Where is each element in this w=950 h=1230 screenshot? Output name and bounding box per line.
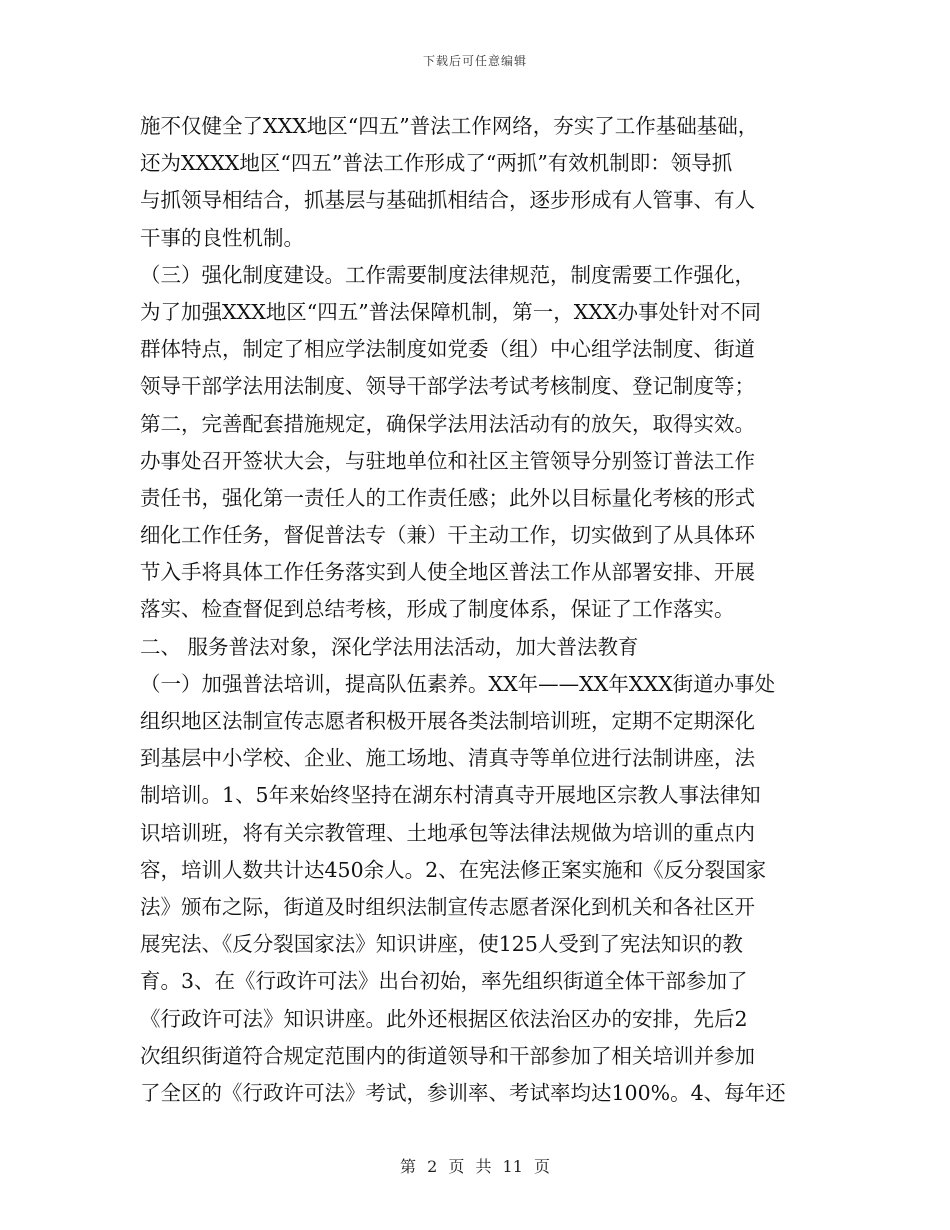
text-line: 次组织街道符合规定范围内的街道领导和干部参加了相关培训并参加 <box>140 1043 755 1068</box>
text-line: （一）加强普法培训，提高队伍素养。XX年——XX年XXX街道办事处 <box>140 671 776 696</box>
section-heading: 二、 服务普法对象，深化学法用法活动，加大普法教育 <box>140 634 639 659</box>
text-line: 了全区的《行政许可法》考试，参训率、考试率均达100%。4、每年还 <box>140 1080 786 1105</box>
text-line: 领导干部学法用法制度、领导干部学法考试考核制度、登记制度等； <box>140 374 755 399</box>
text-line: 到基层中小学校、企业、施工场地、清真寺等单位进行法制讲座，法 <box>140 746 755 771</box>
text-line: 法》颁布之际，街道及时组织法制宣传志愿者深化到机关和各社区开 <box>140 894 755 919</box>
text-line: 育。3、在《行政许可法》出台初始，率先组织街道全体干部参加了 <box>140 969 748 994</box>
text-line: 为了加强XXX地区“四五”普法保障机制，第一，XXX办事处针对不同 <box>140 299 762 324</box>
text-line: 群体特点，制定了相应学法制度如党委（组）中心组学法制度、街道 <box>140 337 755 362</box>
text-line: 还为XXXX地区“四五”普法工作形成了“两抓”有效机制即：领导抓 <box>140 151 733 176</box>
body-text <box>140 108 810 1112</box>
page-number-footer: 第 2 页 共 11 页 <box>400 1157 550 1176</box>
text-line: 《行政许可法》知识讲座。此外还根据区依法治区办的安排，先后2 <box>140 1006 748 1031</box>
text-line: 施不仅健全了XXX地区“四五”普法工作网络，夯实了工作基础基础， <box>140 114 759 138</box>
text-line: （三）强化制度建设。工作需要制度法律规范，制度需要工作强化， <box>140 262 755 287</box>
text-line: 制培训。1、5年来始终坚持在湖东村清真寺开展地区宗教人事法律知 <box>140 783 761 808</box>
text-line: 组织地区法制宣传志愿者积极开展各类法制培训班，定期不定期深化 <box>140 709 755 733</box>
text-line: 容，培训人数共计达450余人。2、在宪法修正案实施和《反分裂国家 <box>140 857 767 882</box>
text-line: 展宪法、《反分裂国家法》知识讲座，使125人受到了宪法知识的教 <box>140 932 743 957</box>
text-line: 办事处召开签状大会，与驻地单位和社区主管领导分别签订普法工作 <box>140 448 755 473</box>
text-line: 责任书，强化第一责任人的工作责任感；此外以目标量化考核的形式 <box>140 485 755 510</box>
text-line: 细化工作任务，督促普法专（兼）干主动工作，切实做到了从具体环 <box>140 523 755 548</box>
text-line: 识培训班，将有关宗教管理、土地承包等法律法规做为培训的重点内 <box>140 820 755 845</box>
text-line: 落实、检查督促到总结考核，形成了制度体系，保证了工作落实。 <box>140 597 735 622</box>
text-line: 第二，完善配套措施规定，确保学法用法活动有的放矢，取得实效。 <box>140 411 755 436</box>
page-header: 下载后可任意编辑 <box>422 54 527 68</box>
text-line: 与抓领导相结合，抓基层与基础抓相结合，逐步形成有人管事、有人 <box>140 188 755 213</box>
text-line: 干事的良性机制。 <box>140 225 304 250</box>
text-line: 节入手将具体工作任务落实到人使全地区普法工作从部署安排、开展 <box>140 560 755 585</box>
